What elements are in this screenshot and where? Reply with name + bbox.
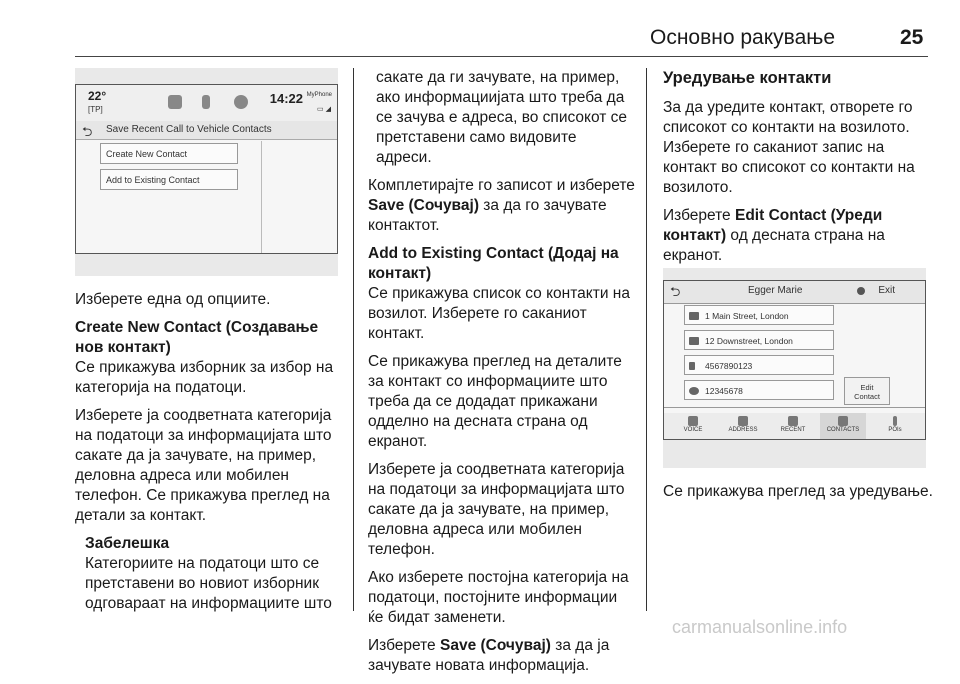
nav-label: POIs	[888, 427, 902, 433]
flag-icon	[738, 416, 748, 426]
contact-row-home-address[interactable]	[684, 305, 834, 325]
row-text: 4567890123	[705, 361, 753, 371]
paragraph: Се прикажува список со контакти на возилот. Изберете го саканиот контакт.	[368, 285, 630, 342]
section-heading: Add to Existing Contact (Додај на контакт)	[368, 245, 619, 282]
header-rule	[75, 56, 928, 57]
nav-voice[interactable]	[670, 413, 716, 433]
screen-title: Save Recent Call to Vehicle Contacts	[106, 124, 272, 135]
temperature-sub: [TP]	[88, 105, 103, 114]
paragraph: Се прикажува преглед за уредување.	[663, 483, 933, 500]
back-icon[interactable]: ⮌	[82, 124, 93, 139]
contact-row-mobile[interactable]	[684, 355, 834, 375]
signal-icon: ▭ ◢	[317, 106, 331, 113]
edit-label-1: Edit	[860, 383, 874, 392]
watermark: carmanualsonline.info	[672, 617, 848, 637]
exit-button[interactable]: Exit	[878, 285, 895, 296]
media-icon	[234, 95, 248, 109]
contact-name: Egger Marie	[748, 285, 803, 296]
column-divider-1	[353, 68, 354, 611]
exit-icon[interactable]	[857, 287, 865, 295]
note-title: Забелешка	[85, 535, 170, 552]
nav-pois[interactable]	[872, 413, 918, 433]
paragraph: Се прикажува изборник за избор на категорија на податоци.	[75, 359, 334, 396]
section-heading: Уредување контакти	[663, 69, 832, 87]
nav-address[interactable]	[720, 413, 766, 433]
nav-label: VOICE	[683, 427, 703, 433]
paragraph	[368, 636, 636, 676]
phone-icon	[689, 387, 699, 395]
nav-recent[interactable]	[770, 413, 816, 433]
edit-contact-button[interactable]	[844, 377, 890, 405]
page-header-title: Основно ракување	[650, 26, 836, 49]
navbar-separator	[664, 407, 925, 408]
nav-label: CONTACTS	[826, 427, 860, 433]
paragraph	[368, 176, 636, 236]
text-run: Изберете	[663, 207, 735, 224]
text-run: за да ја зачувате новата информација.	[368, 637, 610, 674]
paragraph: Ако изберете постојна категорија на податоци, постојните информации ќе бидат заменети.	[368, 569, 629, 626]
text-run: за да го зачувате контактот.	[368, 197, 607, 234]
column-3-bottom	[663, 482, 933, 510]
mobile-icon	[689, 362, 695, 370]
back-icon[interactable]: ⮌	[670, 284, 681, 299]
contact-title-bar	[664, 281, 925, 304]
status-bar	[76, 85, 337, 122]
bold-term: Edit Contact (Уреди контакт)	[663, 207, 883, 244]
panel-divider	[261, 141, 262, 254]
home-icon	[689, 312, 699, 320]
nav-label: RECENT	[780, 427, 806, 433]
column-3	[663, 68, 933, 274]
column-2	[368, 68, 636, 684]
page-number: 25	[900, 26, 924, 49]
infotainment-screen-1	[75, 84, 338, 254]
climate-icon	[168, 95, 182, 109]
paragraph: Изберете ја соодветната категорија на податоци за информацијата што сакате да ја зачувате, на пример, деловна адреса или мобилен телефон. Се прикажува преглед на детали за контакт.	[75, 407, 332, 524]
paragraph: Се прикажува преглед на деталите за контакт со информациите што треба да се додадат прикажани одделно на десната страна од екранот.	[368, 353, 622, 450]
contact-row-phone[interactable]	[684, 380, 834, 400]
note	[75, 534, 343, 614]
column-divider-2	[646, 68, 647, 611]
recent-icon	[788, 416, 798, 426]
paragraph: сакате да ги зачувате, на пример, ако информациијата што треба да се зачува е адреса, во списокот се претставени само видовите адреси.	[376, 69, 628, 166]
bold-term: Save (Сочувај)	[368, 197, 479, 214]
contacts-icon	[838, 416, 848, 426]
screenshot-frame-1	[75, 68, 338, 276]
paragraph: Изберете една од опциите.	[75, 291, 271, 308]
paragraph	[663, 206, 933, 266]
screenshot-frame-2	[663, 268, 926, 468]
phone-icon	[202, 95, 210, 109]
carrier-label: MyPhone	[306, 92, 332, 98]
create-new-contact-option[interactable]: Create New Contact	[100, 143, 238, 164]
text-run: Комплетирајте го записот и изберете	[368, 177, 635, 194]
text-run: од десната страна на екранот.	[663, 227, 885, 264]
note-text: Категориите на податоци што се претставени во новиот изборник одговараат на информациите што	[85, 555, 332, 612]
row-text: 12 Downstreet, London	[705, 336, 793, 346]
voice-icon	[688, 416, 698, 426]
text-run: Изберете	[368, 637, 440, 654]
business-icon	[689, 337, 699, 345]
edit-label-2: Contact	[854, 392, 880, 401]
bottom-nav	[664, 413, 925, 439]
bold-term: Save (Сочувај)	[439, 637, 551, 654]
paragraph: За да уредите контакт, отворете го списокот со контакти на возилото. Изберете го саканиот запис на контакт во списокот со контакти на возилото.	[663, 99, 915, 196]
nav-contacts[interactable]	[820, 413, 866, 439]
paragraph: Изберете ја соодветната категорија на податоци за информацијата што сакате да ја зачувате, на пример, деловна адреса или мобилен телефон.	[368, 461, 625, 558]
temperature-readout: 22°	[88, 89, 107, 103]
poi-icon	[893, 416, 897, 426]
column-1	[75, 290, 343, 614]
row-text: 12345678	[705, 386, 743, 396]
row-text: 1 Main Street, London	[705, 311, 789, 321]
add-to-existing-contact-option[interactable]: Add to Existing Contact	[100, 169, 238, 190]
section-heading: Create New Contact (Создавање нов контакт)	[75, 319, 319, 356]
infotainment-screen-2	[663, 280, 926, 440]
nav-label: ADDRESS	[728, 427, 758, 433]
clock: 14:22	[269, 91, 303, 106]
contact-row-business-address[interactable]	[684, 330, 834, 350]
